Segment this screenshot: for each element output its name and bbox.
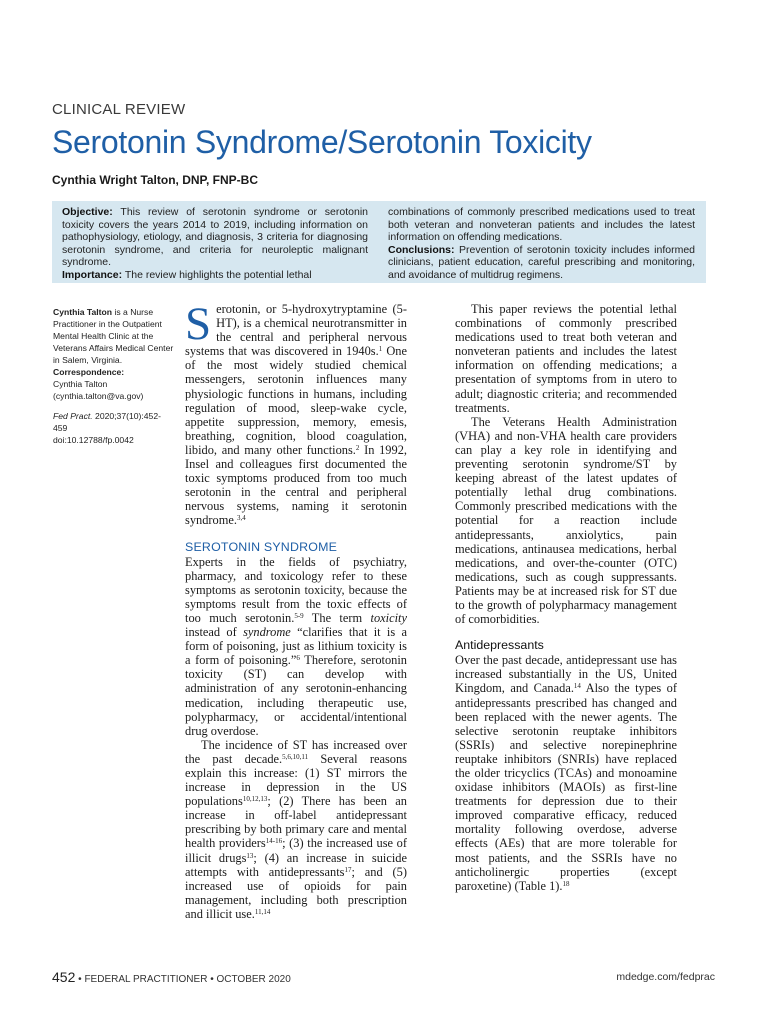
body-paragraph: Experts in the fields of psychiatry, pharmacy, and toxicology refer to these symptoms as serotonin toxicity, because the symptoms result from the toxic effects of too much serotonin.$^{5-9}$ The term toxicity instead of syndrome “clarifies that it is a form of poisoning, just as lithium toxicity is a form of poisoning.”$^6$ Therefore, serotonin toxicity (ST) can develop with administration of any serotonin-enhancing medication, including therapeutic use, polypharmacy, or accidental/intentional drug overdose. [185, 554, 407, 738]
sidebar-author-name: Cynthia Talton [53, 307, 113, 317]
objective-text: This review of serotonin syndrome or serotonin toxicity covers the years 2014 to 2019, including information on pathophysiology, etiology, and diagnosis, 3 criteria for diagnosing serotonin syndrome, and criteria for neuroleptic malignant syndrome. [62, 206, 369, 269]
body-paragraph: The Veterans Health Administration (VHA) and non-VHA health care providers can play a key role in identifying and preventing serotonin syndrome/ST by keeping abreast of the latest updates of potentially lethal drug combinations. Commonly prescribed medications with the potential for a reaction include antidepressants, anxiolytics, pain medications, antinausea medications, herbal medications, and over-the-counter (OTC) medications, such as cough suppressants. Patients may be at increased risk for ST due to the growth of polypharmacy management of comorbidities. [455, 414, 677, 627]
journal-name: FEDERAL PRACTITIONER [84, 974, 208, 985]
footer-separator: • [210, 974, 214, 985]
author-byline: Cynthia Wright Talton, DNP, FNP-BC [52, 173, 258, 187]
article-title: Serotonin Syndrome/Serotonin Toxicity [52, 124, 592, 160]
correspondence-email[interactable]: (cynthia.talton@va.gov) [53, 391, 144, 401]
body-paragraph: This paper reviews the potential lethal combinations of commonly prescribed medications used to treat both veteran and nonveteran patients and includes the latest information on offending medications; a presentation of symptoms from in utero to adult; diagnostic criteria; and recommended treatments. [455, 302, 677, 415]
abstract-continuation: combinations of commonly prescribed medications used to treat both veteran and nonveteran patients and includes the latest information on offending medications. [388, 206, 695, 244]
conclusions-label: Conclusions: [388, 243, 455, 256]
body-paragraph: The incidence of ST has increased over the past decade.$^{5,6,10,11}$ Several reasons explain this increase: (1) ST mirrors the increase in depression in the US populations$^{10,12,13}$; (2) There has been an increase in off-label antidepressant prescribing by both primary care and mental health providers$^{14-16}$; (3) the increased use of illicit drugs$^{13}$; (4) an increase in suicide attempts with antidepressants$^{17}$; and (5) increased use of opioids for pain management, including both prescription and illicit use.$^{11,14}$ [185, 737, 408, 921]
body-paragraph: Over the past decade, antidepressant use has increased substantially in the US, United Kingdom, and Canada.$^{14}$ Also the types of antidepressants prescribed has changed and been replaced with the newer agents. The selective serotonin reuptake inhibitors (SSRIs) and selective norepinephrine reuptake inhibitors (SNRIs) have replaced the older tricyclics (TCAs) and monoamine oxidase inhibitors (MAOIs) as first-line treatments for depression due to their improved comparative efficacy, reduced mortality following overdose, adverse effects (AEs) that are more tolerable for most patients, and the SSRIs have no anticholinergic properties (except paroxetine) (Table 1).$^{18}$ [455, 653, 677, 893]
section-heading-serotonin-syndrome: SEROTONIN SYNDROME [185, 539, 338, 554]
body-column-2 [455, 302, 677, 893]
abstract-box [52, 201, 706, 283]
page-number: 452 [52, 969, 76, 985]
correspondence-label: Correspondence: [53, 367, 125, 377]
abstract-left-column [62, 206, 368, 282]
intro-paragraph: Serotonin, or 5-hydroxytryptamine (5-HT), is a chemical neurotransmitter in the central and peripheral nervous systems that was discovered in 1940s.$^1$ One of the most widely studied chemical messengers, serotonin influences many physiologic functions in humans, including regulation of mood, sleep-wake cycle, appetite suppression, memory, emesis, breathing, cognition, blood coagulation, libido, and many other functions.$^2$ In 1992, Insel and colleagues first documented the toxic symptoms produced from too much serotonin in the central and peripheral nervous systems, naming it serotonin syndrome.$^{3,4}$ [185, 298, 407, 528]
importance-text: The review highlights the potential lethal [124, 268, 312, 281]
abstract-right-column [388, 206, 695, 282]
body-column-1 [185, 298, 408, 921]
citation-ref: 2020;37(10):452-459 [53, 411, 161, 433]
subheading-antidepressants: Antidepressants [455, 638, 544, 653]
sidebar-author-bio: is a Nurse Practitioner in the Outpatient Mental Health Clinic at the Veterans Affairs Medical Center in Salem, Virginia. [53, 307, 174, 365]
citation-journal: Fed Pract. [53, 411, 93, 421]
objective-label: Objective: [62, 206, 113, 218]
footer-separator: • [78, 974, 82, 985]
author-sidebar [53, 306, 175, 446]
journal-url[interactable]: mdedge.com/fedprac [616, 971, 715, 983]
drop-cap: S [185, 298, 212, 350]
section-label: CLINICAL REVIEW [52, 101, 186, 118]
doi-link[interactable]: doi:10.12788/fp.0042 [53, 435, 134, 445]
page-footer [52, 969, 291, 985]
issue-date: OCTOBER 2020 [216, 974, 291, 985]
conclusions-text: Prevention of serotonin toxicity includes informed clinicians, patient education, careful prescribing and monitoring, and avoidance of multidrug regimens. [388, 243, 696, 281]
correspondence-name: Cynthia Talton [53, 379, 108, 389]
importance-label: Importance: [62, 268, 123, 281]
